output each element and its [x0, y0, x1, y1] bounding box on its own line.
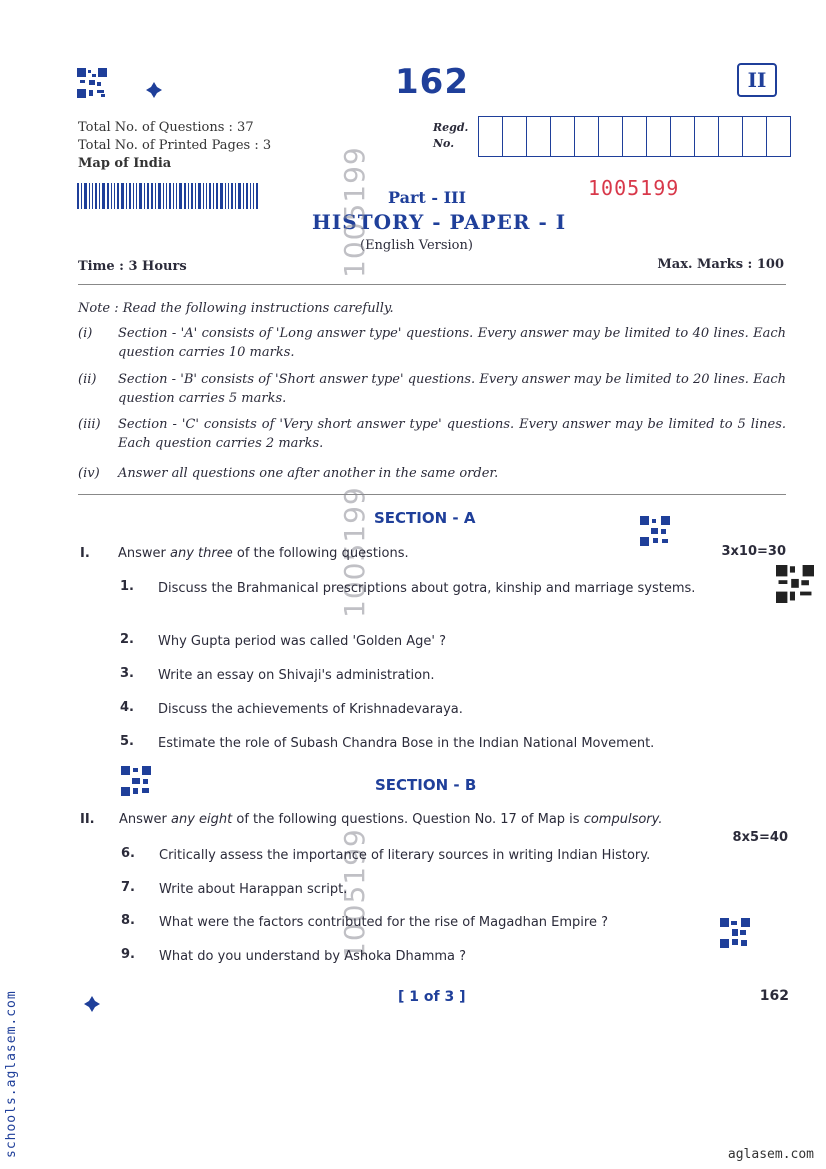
barcode-bar: [184, 183, 186, 209]
question-item: [120, 632, 760, 652]
instruction-num: (iii): [78, 417, 101, 432]
barcode-bar: [117, 183, 119, 209]
total-questions: Total No. of Questions : 37: [78, 120, 254, 135]
page-number: [ 1 of 3 ]: [398, 989, 466, 1005]
regd-digit-box[interactable]: [647, 117, 671, 156]
question-text: Write about Harappan script.: [159, 882, 348, 897]
barcode-bar: [158, 183, 161, 209]
barcode-bar: [166, 183, 167, 209]
barcode-bar: [169, 183, 171, 209]
regd-digit-box[interactable]: [671, 117, 695, 156]
barcode-bar: [107, 183, 109, 209]
subject-title: HISTORY - PAPER - I: [312, 210, 567, 234]
barcode-bar: [99, 183, 100, 209]
barcode-bar: [228, 183, 229, 209]
question-text: Critically assess the importance of literary sources in writing Indian History.: [159, 848, 651, 863]
question-item: [121, 846, 781, 866]
watermark-serial: 1005199: [338, 828, 371, 960]
barcode-bar: [163, 183, 164, 209]
regd-digit-box[interactable]: [503, 117, 527, 156]
question-number: 4.: [120, 700, 134, 715]
instruction-item: [78, 370, 786, 410]
barcode-bar: [136, 183, 137, 209]
question-item: [120, 666, 760, 686]
barcode-bar: [198, 183, 201, 209]
footer-paper-code: 162: [759, 988, 789, 1004]
barcode-bar: [102, 183, 105, 209]
instruction-text: Answer all questions one after another in the same order.: [118, 466, 499, 481]
regd-digit-box[interactable]: [623, 117, 647, 156]
regd-digit-box[interactable]: [479, 117, 503, 156]
barcode-bar: [114, 183, 115, 209]
question-item: [121, 880, 761, 900]
barcode-bar: [209, 183, 211, 209]
barcode-bar: [151, 183, 153, 209]
section-b-roman: II.: [80, 812, 95, 827]
barcode-bar: [225, 183, 226, 209]
barcode-bar: [144, 183, 145, 209]
barcode-bar: [231, 183, 233, 209]
flower-ornament-icon: [82, 994, 102, 1014]
divider: [78, 494, 786, 495]
divider: [78, 284, 786, 285]
regd-label-line2: No.: [433, 137, 455, 150]
barcode-bar: [84, 183, 87, 209]
question-text: Discuss the Brahmanical prescriptions about gotra, kinship and marriage systems.: [158, 581, 696, 596]
section-a-allocation: 3x10=30: [721, 544, 786, 559]
regd-digit-box[interactable]: [599, 117, 623, 156]
instruction-text: Section - 'A' consists of 'Long answer type' questions. Every answer may be limited to 40 lines. Each question carries 10 marks.: [118, 326, 786, 360]
barcode-bar: [129, 183, 131, 209]
series-box: [737, 63, 777, 97]
question-text: Estimate the role of Subash Chandra Bose in the Indian National Movement.: [158, 736, 655, 751]
max-marks: Max. Marks : 100: [657, 257, 784, 272]
barcode-bar: [126, 183, 127, 209]
question-number: 6.: [121, 846, 135, 861]
paper-code: 162: [395, 62, 469, 102]
qr-code-icon: [640, 516, 670, 546]
barcode-bar: [89, 183, 90, 209]
regd-number-boxes[interactable]: [478, 116, 791, 157]
regd-digit-box[interactable]: [767, 117, 790, 156]
instruction-num: (iv): [78, 466, 100, 481]
regd-digit-box[interactable]: [719, 117, 743, 156]
barcode-bar: [235, 183, 236, 209]
instruction-text: Section - 'B' consists of 'Short answer type' questions. Every answer may be limited to 20 lines. Each question carries 5 marks.: [118, 372, 786, 406]
barcode-bar: [188, 183, 189, 209]
regd-digit-box[interactable]: [743, 117, 767, 156]
instruction-part: Answer: [118, 546, 171, 561]
barcode-bar: [179, 183, 182, 209]
qr-code-icon: [776, 565, 814, 603]
question-number: 3.: [120, 666, 134, 681]
part-label: Part - III: [388, 188, 467, 207]
instruction-part: of the following questions. Question No. 17 of Map is: [232, 812, 584, 827]
question-text: Why Gupta period was called 'Golden Age' ?: [158, 634, 447, 649]
question-number: 9.: [121, 947, 135, 962]
barcode-bar: [238, 183, 241, 209]
barcode-bar: [250, 183, 251, 209]
series-label: II: [747, 68, 767, 92]
barcode-bar: [133, 183, 134, 209]
question-text: Write an essay on Shivaji's administration.: [158, 668, 435, 683]
barcode-bar: [216, 183, 218, 209]
barcode-bar: [220, 183, 223, 209]
barcode-bar: [147, 183, 149, 209]
barcode-bar: [111, 183, 112, 209]
question-item: [120, 734, 780, 754]
section-b-title: SECTION - B: [375, 776, 477, 794]
question-item: [121, 913, 761, 933]
section-b-allocation: 8x5=40: [732, 830, 788, 845]
section-a-title: SECTION - A: [374, 509, 476, 527]
barcode-bar: [253, 183, 254, 209]
question-number: 7.: [121, 880, 135, 895]
barcode-bar: [191, 183, 193, 209]
barcode-bar: [256, 183, 258, 209]
regd-digit-box[interactable]: [551, 117, 575, 156]
instruction-num: (ii): [78, 372, 97, 387]
watermark-serial: 1005199: [338, 486, 371, 618]
watermark-serial: 1005199: [338, 146, 371, 278]
regd-digit-box[interactable]: [695, 117, 719, 156]
barcode-bar: [77, 183, 79, 209]
barcode: [77, 183, 287, 209]
question-number: 1.: [120, 579, 134, 594]
barcode-bar: [81, 183, 82, 209]
qr-code-icon: [720, 918, 750, 948]
regd-label-line1: Regd.: [433, 121, 469, 134]
barcode-bar: [246, 183, 248, 209]
version-label: (English Version): [360, 238, 473, 253]
serial-number: 1005199: [588, 176, 680, 200]
regd-label: [433, 120, 468, 152]
section-b-instruction: [119, 812, 662, 827]
side-website-text: schools.aglasem.com: [4, 990, 19, 1158]
section-a-instruction: [118, 546, 409, 561]
flower-ornament-icon: [144, 80, 164, 100]
question-item: [120, 579, 760, 619]
barcode-bar: [203, 183, 204, 209]
question-text: Discuss the achievements of Krishnadevaraya.: [158, 702, 463, 717]
instruction-item: [78, 415, 786, 455]
question-text: What were the factors contributed for the rise of Magadhan Empire ?: [159, 915, 608, 930]
question-number: 8.: [121, 913, 135, 928]
instruction-num: (i): [78, 326, 93, 341]
barcode-bar: [176, 183, 177, 209]
question-item: [120, 700, 760, 720]
barcode-bar: [155, 183, 156, 209]
total-pages: Total No. of Printed Pages : 3: [78, 138, 272, 153]
instructions-note: [78, 299, 394, 318]
regd-digit-box[interactable]: [575, 117, 599, 156]
instruction-part: of the following questions.: [232, 546, 409, 561]
time-label: Time : 3 Hours: [78, 259, 187, 274]
question-text: What do you understand by Ashoka Dhamma ?: [159, 949, 467, 964]
barcode-bar: [139, 183, 142, 209]
barcode-bar: [243, 183, 244, 209]
instruction-part: Answer: [119, 812, 172, 827]
barcode-bar: [206, 183, 207, 209]
section-a-roman: I.: [80, 546, 90, 561]
question-item: [121, 947, 761, 967]
qr-code-icon: [121, 766, 151, 796]
question-number: 2.: [120, 632, 134, 647]
instruction-emphasis: any three: [170, 546, 233, 561]
barcode-bar: [95, 183, 97, 209]
instruction-item: [78, 324, 786, 364]
footer-website-text: aglasem.com: [727, 1147, 814, 1162]
instruction-emphasis: any eight: [171, 812, 233, 827]
barcode-bar: [213, 183, 214, 209]
barcode-bar: [92, 183, 93, 209]
regd-digit-box[interactable]: [527, 117, 551, 156]
instruction-text: Section - 'C' consists of 'Very short answer type' questions. Every answer may be limited to 5 lines. Each question carries 2 marks.: [118, 417, 786, 451]
instructions-note-text: Note : Read the following instructions carefully.: [78, 301, 394, 316]
instruction-item: [78, 464, 786, 484]
map-note: Map of India: [78, 156, 172, 171]
qr-code-icon: [77, 68, 107, 98]
barcode-bar: [121, 183, 124, 209]
barcode-bar: [195, 183, 196, 209]
question-number: 5.: [120, 734, 134, 749]
instruction-emphasis: compulsory.: [583, 812, 663, 827]
barcode-bar: [173, 183, 174, 209]
